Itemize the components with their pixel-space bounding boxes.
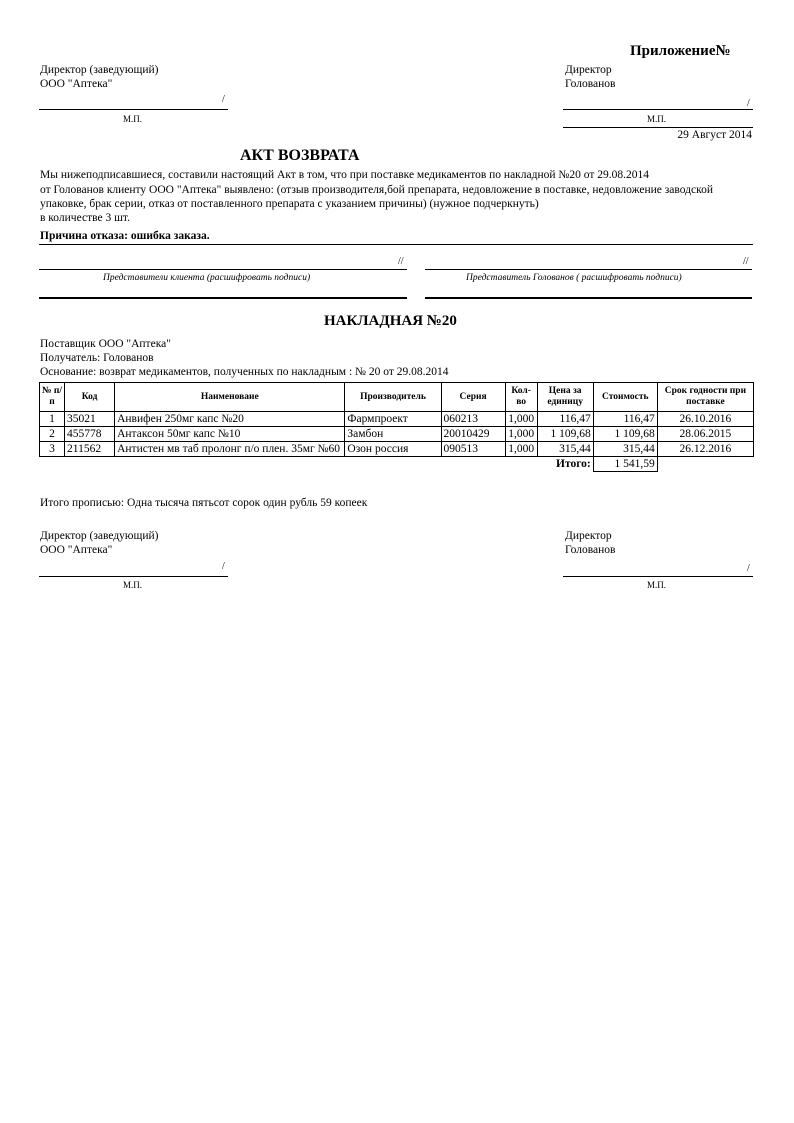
cell-manufacturer: Замбон (345, 427, 441, 442)
invoice-recipient: Получатель: Голованов (40, 352, 154, 364)
client-rep-bottom-line (39, 297, 407, 299)
cell-expiry: 26.10.2016 (657, 412, 753, 427)
footer-left-org: ООО "Аптека" (40, 544, 113, 556)
footer-right-stamp: М.П. (647, 580, 667, 590)
footer-right-signature-line (563, 576, 753, 577)
cell-cost: 116,47 (593, 412, 657, 427)
col-header-quantity: Кол-во (505, 383, 537, 412)
cell-quantity: 1,000 (505, 412, 537, 427)
footer-right-slash: / (747, 563, 750, 574)
supplier-rep-slash: // (743, 256, 749, 267)
act-text-line-4: в количестве 3 шт. (40, 212, 130, 224)
cell-unit-price: 315,44 (537, 442, 593, 457)
cell-number: 2 (40, 427, 65, 442)
supplier-rep-bottom-line (425, 297, 752, 299)
cell-code: 35021 (65, 412, 115, 427)
cell-series: 090513 (441, 442, 505, 457)
cell-quantity: 1,000 (505, 442, 537, 457)
refusal-reason: Причина отказа: ошибка заказа. (40, 230, 210, 242)
header-date: 29 Август 2014 (677, 129, 752, 141)
client-rep-slash: // (398, 256, 404, 267)
header-right-position: Директор (565, 64, 612, 76)
cell-code: 455778 (65, 427, 115, 442)
col-header-name: Наименоваие (115, 383, 345, 412)
cell-number: 1 (40, 412, 65, 427)
col-header-code: Код (65, 383, 115, 412)
cell-expiry: 28.06.2015 (657, 427, 753, 442)
cell-unit-price: 1 109,68 (537, 427, 593, 442)
cell-unit-price: 116,47 (537, 412, 593, 427)
header-right-signature-line (563, 109, 753, 110)
supplier-rep-signature-line (425, 269, 752, 270)
act-text-line-3: упаковке, брак серии, отказ от поставленного препарата с указанием причины) (нужное подчеркнуть) (40, 198, 539, 210)
total-empty-cell (657, 457, 753, 472)
total-value: 1 541,59 (593, 457, 657, 472)
header-right-stamp: М.П. (647, 114, 667, 124)
table-row (40, 412, 754, 427)
act-text-line-2: от Голованов клиенту ООО "Аптека" выявлено: (отзыв производителя,бой препарата, недовложение в поставке, недовложение заводской (40, 184, 714, 196)
footer-left-signature-line (39, 576, 228, 577)
header-left-signature-line (39, 109, 228, 110)
cell-number: 3 (40, 442, 65, 457)
col-header-unit-price: Цена за единицу (537, 383, 593, 412)
header-right-date-line (563, 127, 753, 128)
total-label: Итого: (556, 458, 591, 470)
cell-series: 20010429 (441, 427, 505, 442)
footer-right-position: Директор (565, 530, 612, 542)
cell-cost: 315,44 (593, 442, 657, 457)
table-row (40, 442, 754, 457)
cell-name: Антаксон 50мг капс №10 (115, 427, 345, 442)
header-right-slash: / (747, 98, 750, 109)
cell-series: 060213 (441, 412, 505, 427)
reason-underline (39, 244, 753, 245)
header-left-slash: / (222, 94, 225, 105)
footer-left-position: Директор (заведующий) (40, 530, 159, 542)
act-text-line-1: Мы нижеподписавшиеся, составили настоящий Акт в том, что при поставке медикаментов по накладной №20 от 29.08.2014 (40, 169, 649, 181)
supplier-rep-caption: Представитель Голованов ( расшифровать подписи) (466, 273, 682, 283)
col-header-series: Серия (441, 383, 505, 412)
invoice-title: НАКЛАДНАЯ №20 (324, 313, 457, 329)
act-title: АКТ ВОЗВРАТА (240, 147, 360, 164)
table-row (40, 427, 754, 442)
cell-name: Антистен мв таб пролонг п/о плен. 35мг №60 (115, 442, 345, 457)
client-rep-caption: Представители клиента (расшифровать подписи) (103, 273, 311, 283)
appendix-label: Приложение№ (630, 43, 731, 59)
invoice-supplier: Поставщик ООО "Аптека" (40, 338, 171, 350)
footer-right-name: Голованов (565, 544, 616, 556)
invoice-basis: Основание: возврат медикаментов, полученных по накладным : № 20 от 29.08.2014 (40, 366, 449, 378)
cell-manufacturer: Фармпроект (345, 412, 441, 427)
cell-name: Анвифен 250мг капс №20 (115, 412, 345, 427)
total-in-words: Итого прописью: Одна тысяча пятьсот сорок один рубль 59 копеек (40, 497, 368, 509)
cell-cost: 1 109,68 (593, 427, 657, 442)
footer-left-slash: / (222, 561, 225, 572)
col-header-cost: Стоимость (593, 383, 657, 412)
client-rep-signature-line (39, 269, 407, 270)
header-left-org: ООО "Аптека" (40, 78, 113, 90)
cell-code: 211562 (65, 442, 115, 457)
cell-expiry: 26.12.2016 (657, 442, 753, 457)
table-total-row (40, 457, 754, 472)
col-header-expiry: Срок годности при поставке (657, 383, 753, 412)
col-header-manufacturer: Производитель (345, 383, 441, 412)
footer-left-stamp: М.П. (123, 580, 143, 590)
header-right-name: Голованов (565, 78, 616, 90)
header-left-stamp: М.П. (123, 114, 143, 124)
cell-quantity: 1,000 (505, 427, 537, 442)
cell-manufacturer: Озон россия (345, 442, 441, 457)
header-left-position: Директор (заведующий) (40, 64, 159, 76)
items-table (39, 382, 754, 472)
col-header-number: № п/п (40, 383, 65, 412)
table-header-row (40, 383, 754, 412)
